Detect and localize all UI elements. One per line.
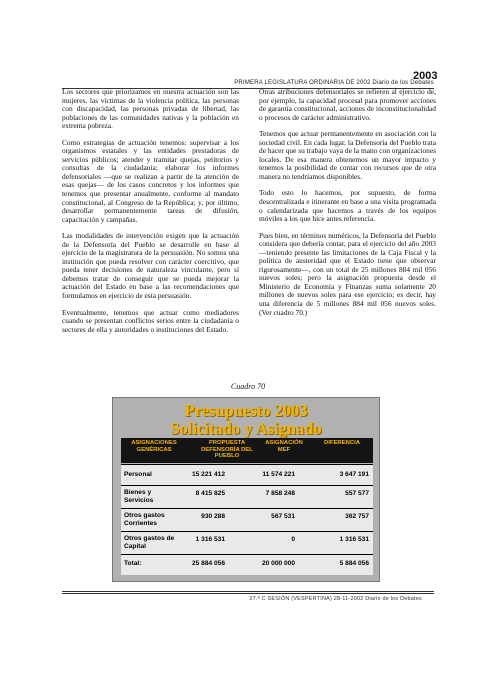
budget-table-figure bbox=[112, 397, 380, 582]
paragraph: Todo esto lo hacemos, por supuesto, de forma descentralizada e itinerante en base a una visita programada o calendarizada que hacemos a través de los equipos móviles a los que hice antes referencia. bbox=[259, 188, 436, 224]
footer-text: 27.ª C SESIÓN (VESPERTINA) 28-11-2002 Diario de los Debates bbox=[249, 596, 422, 602]
row-label: Bienes y Servicios bbox=[124, 489, 154, 504]
cell-diferencia: 1 316 531 bbox=[339, 536, 369, 543]
left-column bbox=[62, 88, 239, 334]
paragraph: Los sectores que priorizamos en nuestra actuación son las mujeres, las víctimas de la violencia política, las personas con discapacidad, las personas privadas de libertad, las poblaciones de las comunidades nativas y la población en extrema pobreza. bbox=[62, 87, 239, 131]
cell-diferencia: 362 757 bbox=[345, 513, 369, 520]
figure-caption: Cuadro 70 bbox=[230, 382, 266, 391]
cell-mef: 0 bbox=[291, 536, 295, 543]
column-header: ASIGNACIÓN MEF bbox=[265, 440, 303, 453]
right-column bbox=[259, 88, 436, 317]
cell-propuesta: 25 884 056 bbox=[191, 560, 225, 567]
row-label: Personal bbox=[124, 471, 152, 478]
paragraph: Eventualmente, tenemos que actuar como mediadores cuando se presentan conflictos serios entre la ciudadanía o sectores de ella y autoridades o instituciones del Estado. bbox=[62, 307, 239, 334]
cell-propuesta: 1 316 531 bbox=[195, 536, 225, 543]
column-header: ASIGNACIONES GENÉRICAS bbox=[131, 440, 177, 453]
cell-diferencia: 3 647 191 bbox=[339, 471, 369, 478]
paragraph: Como estrategias de actuación tenemos: supervisar a los organismos estatales y las entidades prestadoras de servicios públicos; atender y tramitar quejas, petitorios y consultas de la ciudadanía; elaborar los informes defensoriales —que se realizan a partir de la atención de esas quejas— de los casos concretos y los informes que tenemos que presentar anualmente, conforme al mandato constitucional, al Congreso de la República; y, por último, desarrollar permanentemente tareas de difusión, capacitación y campañas. bbox=[62, 137, 239, 224]
cell-diferencia: 557 577 bbox=[345, 490, 369, 497]
table-row bbox=[121, 485, 373, 508]
figure-title bbox=[113, 402, 379, 438]
cell-mef: 7 858 248 bbox=[265, 490, 295, 497]
cell-propuesta: 930 288 bbox=[201, 513, 225, 520]
cell-propuesta: 15 221 412 bbox=[191, 471, 225, 478]
paragraph: Otras atribuciones defensoriales se refieren al ejercicio de, por ejemplo, la capacidad procesal para promover acciones de garantía constitucional, acciones de inconstitucionalidad o procesos de carácter administrativo. bbox=[259, 87, 436, 122]
paragraph: Las modalidades de intervención exigen que la actuación de la Defensoría del Pueblo se desarrolle en base al ejercicio de la magistratura de la persuasión. No somos una institución que pueda resolver con carácter coercitivo, que pueda tener decisiones de naturaleza vinculante, pero sí debemos tratar de conseguir que se pueda mejorar la actuación del Estado en base a las recomendaciones que formulamos en ejercicio de esta persuasión. bbox=[62, 231, 239, 301]
table-row bbox=[121, 464, 373, 485]
cell-diferencia: 5 884 056 bbox=[339, 560, 369, 567]
table-header bbox=[121, 438, 373, 463]
cell-mef: 11 574 221 bbox=[262, 471, 295, 478]
page-number: 2003 bbox=[413, 70, 438, 82]
cell-propuesta: 8 415 825 bbox=[195, 490, 225, 497]
table-row bbox=[121, 531, 373, 554]
paragraph: Tenemos que actuar permanentemente en asociación con la sociedad civil. En cada lugar, la Defensoría del Pueblo trata de hacer que su trabajo vaya de la mano con organizaciones locales. De esa manera obtenemos un mayor impacto y tenemos la posibilidad de contar con recursos que de otra manera no tendríamos disponibles. bbox=[259, 129, 436, 181]
cell-mef: 20 000 000 bbox=[261, 560, 295, 567]
table-row-total bbox=[121, 554, 373, 575]
cell-mef: 567 531 bbox=[271, 513, 295, 520]
row-label: Otros gastos de Capital bbox=[124, 535, 175, 550]
row-label: Total: bbox=[124, 560, 142, 567]
paragraph: Pues bien, en términos numéricos, la Defensoría del Pueblo considera que debería contar, para el ejercicio del año 2003 —teniendo presente las limitaciones de la Caja Fiscal y la política de austeridad que el Estado tiene que observar rigurosamente—, con un total de 25 millones 884 mil 056 nuevos soles; pero la asignación propuesta desde el Ministerio de Economía y Finanzas suma solamente 20 millones de nuevos soles para ese ejercicio; es decir, hay una diferencia de 5 millones 884 mil 056 nuevos soles. (Ver cuadro 70.) bbox=[259, 230, 436, 317]
row-label: Otros gastos Corrientes bbox=[124, 512, 165, 527]
table-row bbox=[121, 508, 373, 531]
figure-title-line1: Presupuesto 2003 bbox=[184, 401, 308, 420]
running-title: PRIMERA LEGISLATURA ORDINARIA DE 2002 Diario de los Debates bbox=[234, 80, 434, 86]
column-header: PROPUESTA DEFENSORÍA DEL PUEBLO bbox=[201, 440, 253, 460]
column-header: DIFERENCIA bbox=[324, 440, 360, 446]
running-footer bbox=[62, 591, 434, 604]
figure-title-line2: Solicitado y Asignado bbox=[170, 419, 322, 438]
